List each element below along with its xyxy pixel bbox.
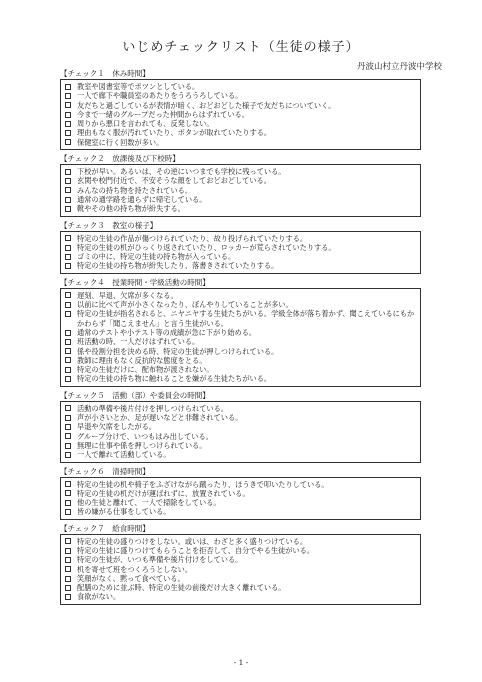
checklist-box (60, 231, 421, 274)
checklist-item-text: 教室や図書室等でポツンとしている。 (77, 82, 200, 91)
checkbox[interactable] (65, 509, 71, 515)
checklist-item-text: 理由もなく服が汚れていたり、ボタンが取れていたりする。 (77, 128, 272, 138)
checkbox[interactable] (65, 169, 71, 175)
checkbox[interactable] (65, 548, 71, 554)
checklist-item-text: 係や役割分担を決める時、特定の生徒が押しつけられている。 (77, 346, 279, 356)
checklist-box (60, 401, 421, 463)
checkbox[interactable] (65, 376, 71, 382)
checkbox[interactable] (65, 538, 71, 544)
checklist-box (60, 164, 421, 216)
checklist-item-text: 周りから悪口を言われても、反発しない。 (77, 119, 214, 129)
checkbox[interactable] (65, 235, 71, 241)
checkbox[interactable] (65, 481, 71, 487)
checklist-item-text: ゴミの中に、特定の生徒の持ち物が入っている。 (77, 252, 236, 262)
checklist-item (65, 101, 416, 110)
checklist-item (65, 480, 416, 489)
checklist-item (65, 291, 416, 300)
checkbox[interactable] (65, 490, 71, 496)
checkbox[interactable] (65, 178, 71, 184)
section-heading: 【チェック７ 給食時間】 (60, 523, 150, 533)
checklist-box (60, 477, 421, 520)
checklist-sections (60, 68, 421, 608)
checkbox[interactable] (65, 367, 71, 373)
checklist-item (65, 592, 416, 601)
checkbox[interactable] (65, 424, 71, 430)
checklist-item (65, 195, 416, 204)
checkbox[interactable] (65, 594, 71, 600)
checklist-item-text: 特定の生徒の持ち物が紛失したり、落書きされていたりする。 (77, 261, 279, 271)
section-heading: 【チェック１ 休み時間】 (60, 69, 150, 78)
checklist-item (65, 138, 416, 147)
checkbox[interactable] (65, 566, 71, 572)
checklist-item-text: 笑顔がなく、黙って食べている。 (77, 573, 185, 583)
checklist-item (65, 337, 416, 346)
checklist-item (65, 489, 416, 498)
checkbox[interactable] (65, 245, 71, 251)
checkbox[interactable] (65, 206, 71, 212)
checklist-item (65, 243, 416, 252)
school-name: 丹波山村立丹波中学校 (356, 62, 442, 72)
checklist-item (65, 422, 416, 431)
checklist-item-text: 特定の生徒の持ち物に触れることを嫌がる生徒たちがいる。 (77, 374, 272, 384)
checklist-item-text: 特定の生徒の作品が傷つけられていたり、故り投げられていたりする。 (77, 233, 308, 243)
checklist-item-text: 靴やその他の持ち物が紛失する。 (77, 204, 185, 214)
checklist-item-text: 友だちと過ごしているが表情が暗く、おどおどした様子で友だちについていく。 (77, 100, 336, 110)
checklist-item (65, 252, 416, 261)
checklist-item (65, 119, 416, 128)
checklist-item-text: 通常の通学路を通らずに帰宅している。 (77, 194, 207, 204)
checklist-item-text: 保健室に行く回数が多い。 (77, 137, 164, 147)
checklist-item-text: 班活動の時、一人だけはずれている。 (77, 337, 200, 347)
checklist-item (65, 300, 416, 309)
checklist-item-text: 特定の生徒の机だけが運ばれずに、放置されている。 (77, 488, 250, 498)
checkbox[interactable] (65, 302, 71, 308)
checklist-item (65, 234, 416, 243)
checklist-item-text: 早退や欠席をしたがる。 (77, 422, 157, 432)
checklist-item (65, 565, 416, 574)
checklist-item-text: 声が小さいとか、足が遅いなどと非難されている。 (77, 413, 243, 423)
checklist-item (65, 555, 416, 564)
checkbox[interactable] (65, 348, 71, 354)
checklist-item (65, 450, 416, 459)
checkbox[interactable] (65, 330, 71, 336)
checkbox[interactable] (65, 557, 71, 563)
checkbox[interactable] (65, 585, 71, 591)
checklist-item-text: 今まで一緒のグループだった仲間からはずれている。 (77, 109, 249, 119)
checkbox[interactable] (65, 405, 71, 411)
checklist-item-text: 食欲がない。 (77, 592, 121, 602)
checklist-box (60, 288, 421, 387)
checklist-item-text: 一人で離れて活動している。 (77, 450, 171, 460)
checkbox[interactable] (65, 339, 71, 345)
checkbox[interactable] (65, 292, 71, 298)
checklist-item-text: 皆の嫌がる仕事をしている。 (77, 507, 171, 517)
checklist-item-text: 以前に比べて声が小さくなったり、ぼんやりしていることが多い。 (77, 300, 293, 310)
checklist-item-text: 特定の生徒の机がひっくり返されていたり、ロッカーが荒らされていたりする。 (77, 242, 336, 252)
checkbox[interactable] (65, 84, 71, 90)
checkbox[interactable] (65, 254, 71, 260)
checklist-item-text: 特定の生徒だけに、配布物が渡されない。 (77, 365, 214, 375)
checkbox[interactable] (65, 102, 71, 108)
checklist-item-text: 教師に理由もなく反抗的な態度をとる。 (77, 355, 207, 365)
page-number: - 1 - (233, 658, 249, 667)
section-heading: 【チェック６ 清掃時間】 (60, 466, 150, 476)
checkbox[interactable] (65, 187, 71, 193)
checklist-item (65, 309, 416, 328)
checklist-item (65, 110, 416, 119)
checkbox[interactable] (65, 500, 71, 506)
checklist-item (65, 583, 416, 592)
checklist-item (65, 413, 416, 422)
checkbox[interactable] (65, 452, 71, 458)
checklist-item-text: みんなの持ち物を持たされている。 (77, 185, 193, 195)
checklist-item-text: 他の生徒と離れて、一人で掃除をしている。 (77, 498, 221, 508)
checklist-item-text: 玄関や校門付近で、不安そうな顔をしておどおどしている。 (77, 176, 271, 186)
checklist-item-text: 机を寄せて班をつくろうとしない。 (77, 564, 193, 574)
checkbox[interactable] (65, 263, 71, 269)
checkbox[interactable] (65, 311, 71, 317)
checklist-item-text: 特定の生徒が指名されると、ニヤニヤする生徒たちがいる。学級全体が落ち着かず、聞こえているにもかかわらず「聞こえません」と言う生徒がいる。 (77, 309, 415, 328)
checklist-item (65, 546, 416, 555)
checklist-item (65, 347, 416, 356)
checklist-item-text: 特定の生徒の盛りつけをしない。或いは、わざと多く盛りつけている。 (77, 536, 308, 546)
checklist-item (65, 365, 416, 374)
checklist-item (65, 441, 416, 450)
checklist-item (65, 261, 416, 270)
checklist-box (60, 534, 421, 605)
checklist-item (65, 128, 416, 137)
checklist-item-text: 無理に仕事や係を押しつけられている。 (77, 440, 207, 450)
checkbox[interactable] (65, 443, 71, 449)
checkbox[interactable] (65, 93, 71, 99)
checkbox[interactable] (65, 357, 71, 363)
checklist-item (65, 404, 416, 413)
checklist-box (60, 79, 421, 150)
checkbox[interactable] (65, 415, 71, 421)
checklist-item-text: 配膳のために並ぶ時、特定の生徒の前後だけ大きく離れている。 (77, 583, 286, 593)
checkbox[interactable] (65, 112, 71, 118)
checkbox[interactable] (65, 121, 71, 127)
checklist-item-text: 特定の生徒の机や椅子をふざけながら蹴ったり、ほうきで叩いたりしている。 (77, 479, 329, 489)
checklist-item (65, 204, 416, 213)
checklist-item (65, 374, 416, 383)
checklist-item (65, 498, 416, 507)
checkbox[interactable] (65, 576, 71, 582)
checklist-item-text: 活動の準備や後片付けを押しつけられている。 (77, 403, 228, 413)
checklist-item-text: 下校が早い。あるいは、その逆にいつまでも学校に残っている。 (77, 167, 286, 177)
section-heading: 【チェック２ 放課後及び下校時】 (60, 154, 180, 164)
checkbox[interactable] (65, 139, 71, 145)
section-heading: 【チェック３ 教室の様子】 (60, 220, 158, 230)
section-heading: 【チェック４ 授業時間・学級活動の時間】 (60, 277, 210, 287)
checkbox[interactable] (65, 433, 71, 439)
checklist-item-text: 遅刻、早退、欠席が多くなる。 (77, 290, 178, 300)
checklist-item (65, 356, 416, 365)
checklist-item (65, 574, 416, 583)
checklist-item (65, 91, 416, 100)
checklist-item (65, 186, 416, 195)
checklist-item-text: 特定の生徒に盛りつけてもらうことを拒否して、自分でやる生徒がいる。 (77, 545, 315, 555)
checklist-item (65, 537, 416, 546)
checklist-item-text: グループ分けで、いつもはみ出している。 (77, 431, 213, 441)
checklist-item (65, 167, 416, 176)
section-heading: 【チェック５ 活動（部）や委員会の時間】 (60, 390, 210, 400)
checklist-item (65, 432, 416, 441)
checklist-item-text: 一人で廊下や職員室のあたりをうろうろしている。 (77, 91, 243, 101)
checklist-item (65, 176, 416, 185)
checkbox[interactable] (65, 130, 71, 136)
checklist-item-text: 通常のテストや小テスト等の成績が急に下がり始める。 (77, 327, 257, 337)
checkbox[interactable] (65, 197, 71, 203)
checklist-item (65, 507, 416, 516)
checklist-item (65, 328, 416, 337)
checklist-item-text: 特定の生徒が、いつも準備や後片付けをしている。 (77, 555, 243, 565)
checklist-item (65, 82, 416, 91)
page-title: いじめチェックリスト（生徒の様子） (122, 40, 360, 55)
